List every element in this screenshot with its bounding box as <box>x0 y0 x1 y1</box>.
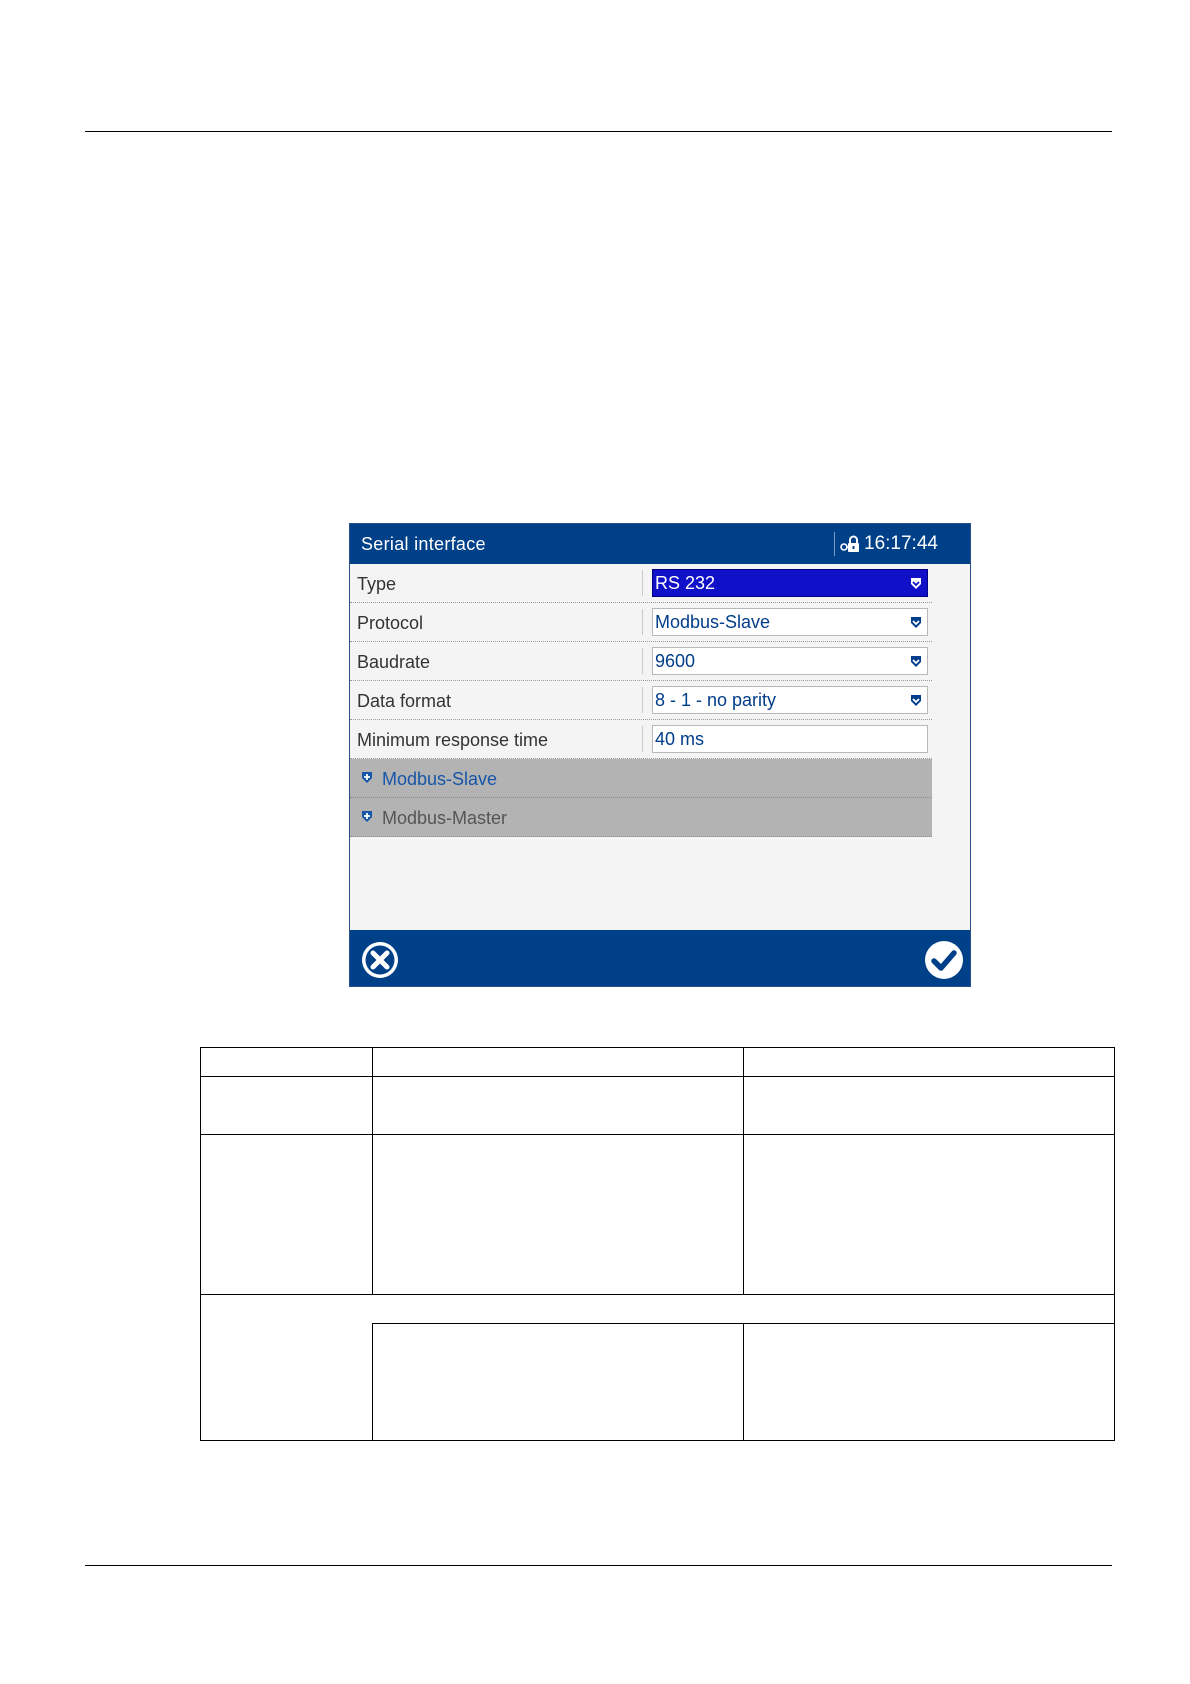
field-value: RS 232 <box>655 573 716 593</box>
title-bar <box>350 524 970 564</box>
table-line <box>372 1323 373 1441</box>
type-select[interactable] <box>652 569 928 597</box>
table-line <box>201 1294 1114 1295</box>
min-response-time-input[interactable] <box>652 725 928 753</box>
empty-table <box>200 1047 1115 1441</box>
row-separator <box>642 570 643 596</box>
row-data-format <box>350 681 932 720</box>
protocol-select[interactable] <box>652 608 928 636</box>
row-separator <box>642 687 643 713</box>
chevron-down-icon <box>909 693 923 707</box>
table-line <box>201 1076 1114 1077</box>
lock-key-icon <box>839 533 861 555</box>
chevron-down-icon <box>909 654 923 668</box>
row-min-response-time <box>350 720 932 759</box>
row-separator <box>642 609 643 635</box>
row-separator <box>642 726 643 752</box>
expand-icon <box>360 771 374 785</box>
field-value: 9600 <box>655 651 696 671</box>
chevron-down-icon <box>909 576 923 590</box>
data-format-select[interactable] <box>652 686 928 714</box>
row-baudrate <box>350 642 932 681</box>
row-type <box>350 564 932 603</box>
group-label: Modbus-Slave <box>382 769 498 789</box>
clock: 16:17:44 <box>864 533 938 554</box>
baudrate-select[interactable] <box>652 647 928 675</box>
group-label: Modbus-Master <box>382 808 508 828</box>
table-line <box>372 1048 373 1294</box>
group-modbus-master[interactable] <box>350 798 932 837</box>
field-value: 40 ms <box>655 729 705 749</box>
row-label: Protocol <box>357 613 424 633</box>
row-label: Minimum response time <box>357 730 549 750</box>
checkmark-icon[interactable] <box>924 940 964 980</box>
device-screen <box>349 523 971 987</box>
title-separator <box>834 532 835 556</box>
table-line <box>201 1134 1114 1135</box>
screen-title: Serial interface <box>361 534 486 554</box>
table-line <box>743 1323 744 1441</box>
row-protocol <box>350 603 932 642</box>
row-label: Data format <box>357 691 452 711</box>
footer-bar <box>350 930 970 986</box>
field-value: 8 - 1 - no parity <box>655 690 777 710</box>
cancel-icon[interactable] <box>360 940 400 980</box>
row-label: Baudrate <box>357 652 431 672</box>
footer-rule <box>85 1565 1112 1566</box>
row-separator <box>642 648 643 674</box>
row-label: Type <box>357 574 397 594</box>
group-modbus-slave[interactable] <box>350 759 932 798</box>
header-rule <box>85 131 1112 132</box>
field-value: Modbus-Slave <box>655 612 771 632</box>
table-line <box>743 1048 744 1294</box>
expand-icon <box>360 810 374 824</box>
chevron-down-icon <box>909 615 923 629</box>
parameter-list <box>350 564 932 837</box>
